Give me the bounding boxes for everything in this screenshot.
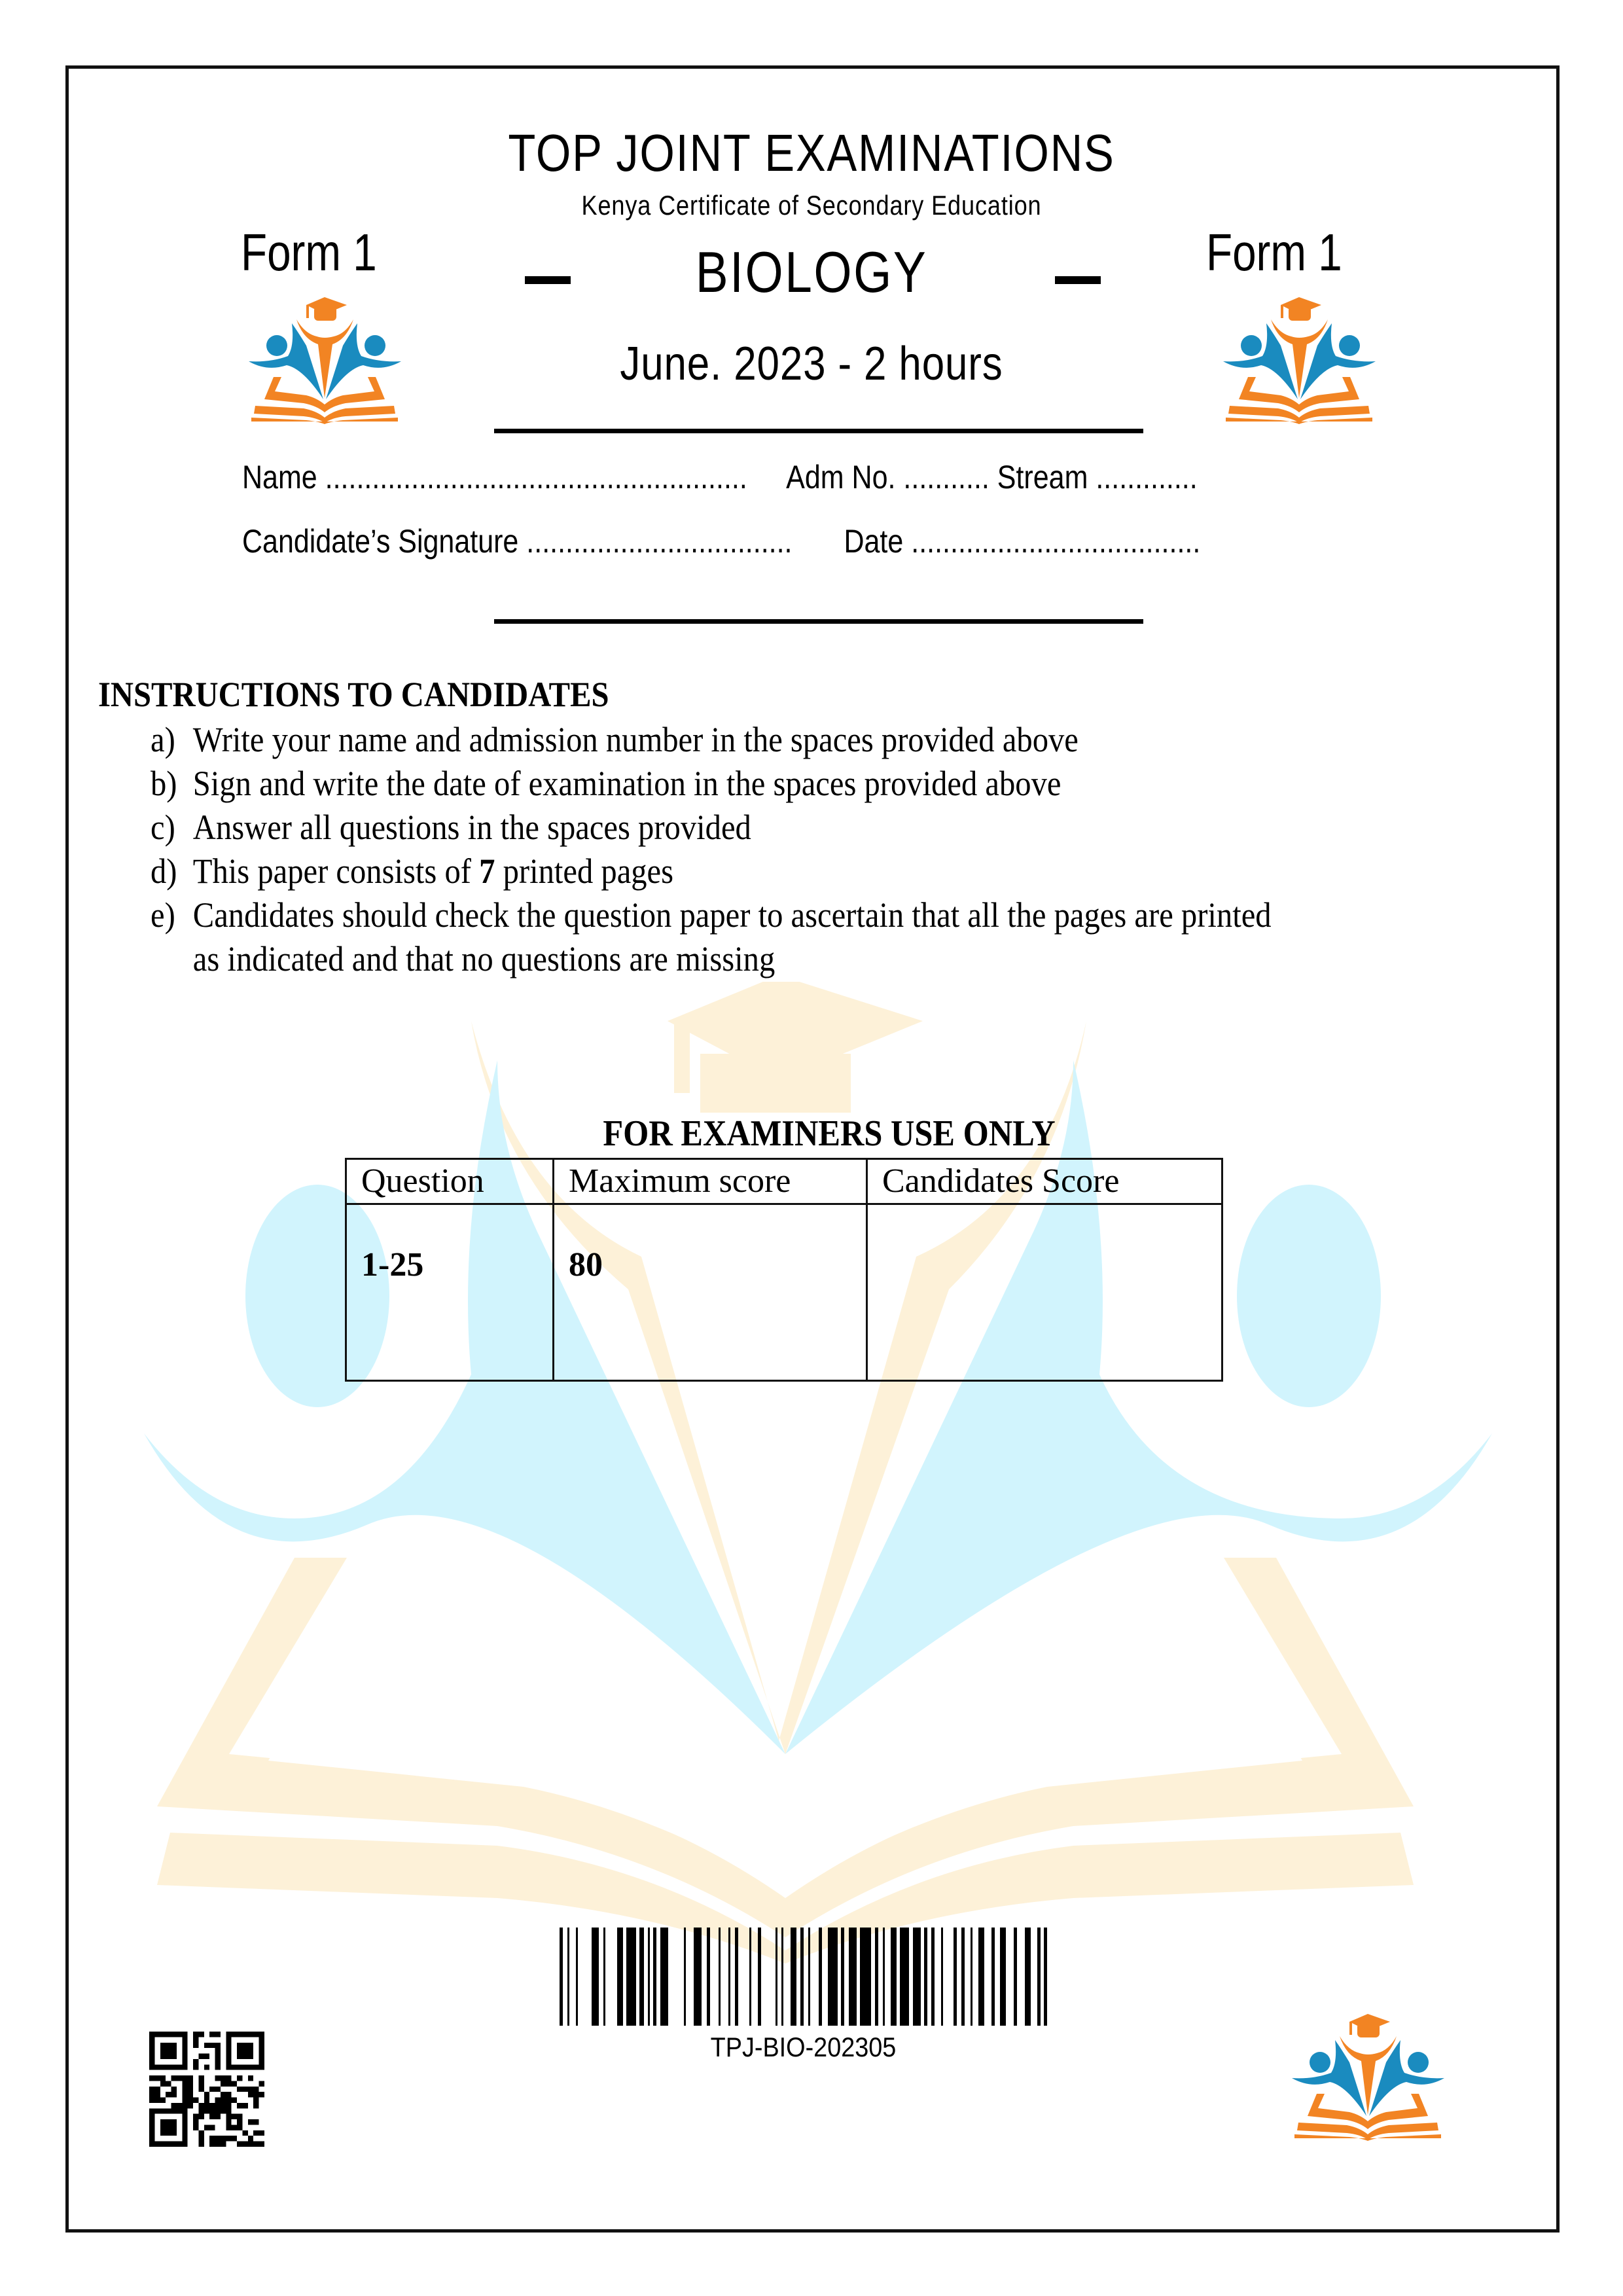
list-marker: c) (151, 808, 175, 847)
date-label: Date (844, 523, 904, 560)
exam-board-title: TOP JOINT EXAMINATIONS (508, 124, 1115, 182)
column-header-max-score: Maximum score (554, 1159, 867, 1204)
instruction-text-continued: as indicated and that no questions are missing (192, 939, 776, 978)
qr-code-icon (149, 2032, 264, 2147)
instruction-item (151, 718, 1395, 762)
header-divider (494, 429, 1143, 433)
dash-right (1055, 276, 1101, 284)
date-field[interactable]: ..................................... (911, 523, 1201, 560)
instruction-text: Candidates should check the question paper to ascertain that all the pages are printed (192, 895, 1272, 935)
name-label: Name (242, 459, 317, 495)
examiners-heading: FOR EXAMINERS USE ONLY (603, 1113, 1056, 1154)
fields-divider (494, 619, 1143, 624)
instruction-text: Sign and write the date of examination in the spaces provided above (192, 764, 1061, 803)
question-range-cell: 1-25 (346, 1204, 554, 1381)
instruction-item (151, 806, 1395, 850)
column-header-question: Question (346, 1159, 554, 1204)
instruction-text: This paper consists of (192, 852, 480, 891)
adm-no-label: Adm No. (786, 459, 896, 495)
signature-label: Candidate’s Signature (242, 523, 519, 560)
exam-date-duration: June. 2023 - 2 hours (620, 338, 1003, 390)
barcode-label: TPJ-BIO-202305 (710, 2032, 897, 2062)
examiners-score-table (345, 1158, 1223, 1382)
instruction-item (151, 893, 1395, 981)
list-marker: a) (151, 720, 175, 759)
form-label-right: Form 1 (1206, 223, 1342, 281)
column-header-candidate-score: Candidates Score (867, 1159, 1222, 1204)
list-marker: e) (151, 895, 175, 935)
candidate-details-row (242, 458, 1198, 496)
instruction-text: Write your name and admission number in the spaces provided above (192, 720, 1079, 759)
school-logo-icon (1284, 2007, 1448, 2144)
form-label-left: Form 1 (241, 223, 377, 281)
name-field[interactable]: ...................................................... (325, 459, 747, 495)
certificate-subtitle: Kenya Certificate of Secondary Education (581, 190, 1042, 221)
page-count: 7 (479, 852, 495, 891)
list-marker: b) (151, 764, 177, 803)
instructions-heading: INSTRUCTIONS TO CANDIDATES (98, 675, 609, 714)
adm-no-field[interactable]: ........... (903, 459, 990, 495)
instruction-text: printed pages (495, 852, 674, 891)
table-header-row (346, 1159, 1222, 1204)
max-score-cell: 80 (554, 1204, 867, 1381)
stream-field[interactable]: ............. (1096, 459, 1198, 495)
list-marker: d) (151, 852, 177, 891)
barcode-icon (560, 1928, 1047, 2026)
stream-label: Stream (997, 459, 1088, 495)
instruction-item (151, 762, 1395, 806)
signature-field[interactable]: .................................. (526, 523, 793, 560)
table-row (346, 1204, 1222, 1381)
instructions-list (151, 718, 1533, 981)
candidate-score-cell[interactable] (867, 1204, 1222, 1381)
subject-title: BIOLOGY (695, 240, 928, 304)
instruction-text: Answer all questions in the spaces provided (192, 808, 751, 847)
signature-date-row (242, 522, 1200, 560)
instruction-item (151, 850, 1395, 893)
